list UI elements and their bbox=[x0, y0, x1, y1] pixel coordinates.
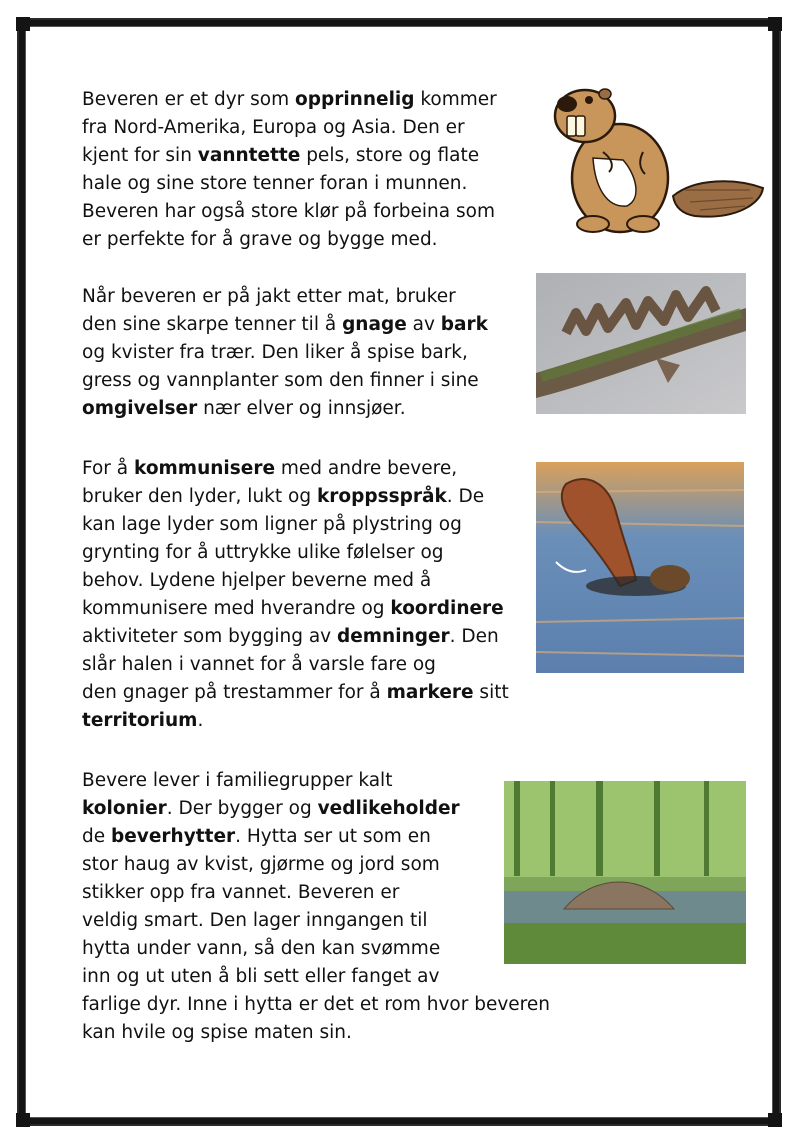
text-run: kommer fra Nord-Amerika, Europa og Asia. Den er kjent for sin bbox=[82, 89, 497, 166]
border-corner-top-left bbox=[16, 17, 30, 31]
bold-term: markere bbox=[386, 682, 474, 703]
text-run: sitt bbox=[479, 682, 509, 703]
bold-term: beverhytter bbox=[111, 826, 236, 847]
bold-term: territorium bbox=[82, 710, 198, 731]
text-run: med andre bevere, bruker den lyder, lukt og bbox=[82, 458, 458, 507]
text-run: nær elver og innsjøer. bbox=[197, 398, 406, 419]
text-run: . bbox=[197, 710, 204, 731]
text-run: Når beveren er på jakt etter mat, bruker den sine skarpe tenner til å bbox=[82, 286, 456, 335]
text-run: og kvister fra trær. Den liker å spise bark, gress og vannplanter som den finner i sine bbox=[82, 342, 479, 391]
bold-term: vedlikeholder bbox=[317, 798, 460, 819]
text-run: Beveren er et dyr som bbox=[82, 89, 296, 110]
bold-term: gnage bbox=[342, 314, 407, 335]
bold-term: bark bbox=[440, 314, 488, 335]
beaver-cartoon-icon bbox=[545, 78, 767, 238]
text-run: . De kan lage lyder som ligner på plystring og grynting for å uttrykke ulike følelser og behov. Lydene hjelper beverne med å kommunisere med hverandre og bbox=[82, 486, 485, 619]
bold-term: kommunisere bbox=[134, 458, 275, 479]
photo-gnawed-branch bbox=[536, 273, 746, 414]
bold-term: kroppsspråk bbox=[316, 486, 447, 507]
text-run: . Den slår halen i vannet for å varsle fare og den gnager på trestammer for å bbox=[82, 626, 499, 703]
bold-term: vanntette bbox=[197, 145, 301, 166]
border-corner-bottom-left bbox=[16, 1113, 30, 1127]
paragraph-food bbox=[82, 283, 532, 423]
text-run: av bbox=[406, 314, 441, 335]
text-run: de bbox=[82, 826, 106, 847]
bold-term: demninger bbox=[336, 626, 450, 647]
photo-beaver-tail-splash bbox=[536, 462, 744, 673]
text-run: . Hytta ser ut som en stor haug av kvist, gjørme og jord som stikker opp fra vannet. Beveren er veldig smart. Den lager inngangen til hytta under vann, så den kan svømme inn og ut uten å bli sett eller fanget av farlige dyr. Inne i hytta er det et rom hvor beveren kan hvile og spise maten sin. bbox=[82, 826, 550, 1043]
bold-term: kolonier bbox=[82, 798, 167, 819]
bold-term: opprinnelig bbox=[295, 89, 415, 110]
paragraph-intro bbox=[82, 86, 542, 254]
text-run: pels, store og flate hale og sine store tenner foran i munnen. Beveren har også store klør på forbeina som er perfekte for å grave og bygge med. bbox=[82, 145, 495, 250]
bold-term: omgivelser bbox=[82, 398, 198, 419]
text-run: For å bbox=[82, 458, 135, 479]
border-corner-top-right bbox=[768, 17, 782, 31]
photo-beaver-lodge bbox=[504, 781, 746, 964]
text-run: Bevere lever i familiegrupper kalt bbox=[82, 770, 393, 791]
text-run: aktiviteter som bygging av bbox=[82, 626, 332, 647]
paragraph-communication bbox=[82, 455, 552, 735]
bold-term: koordinere bbox=[390, 598, 504, 619]
text-run: . Der bygger og bbox=[166, 798, 318, 819]
border-corner-bottom-right bbox=[768, 1113, 782, 1127]
